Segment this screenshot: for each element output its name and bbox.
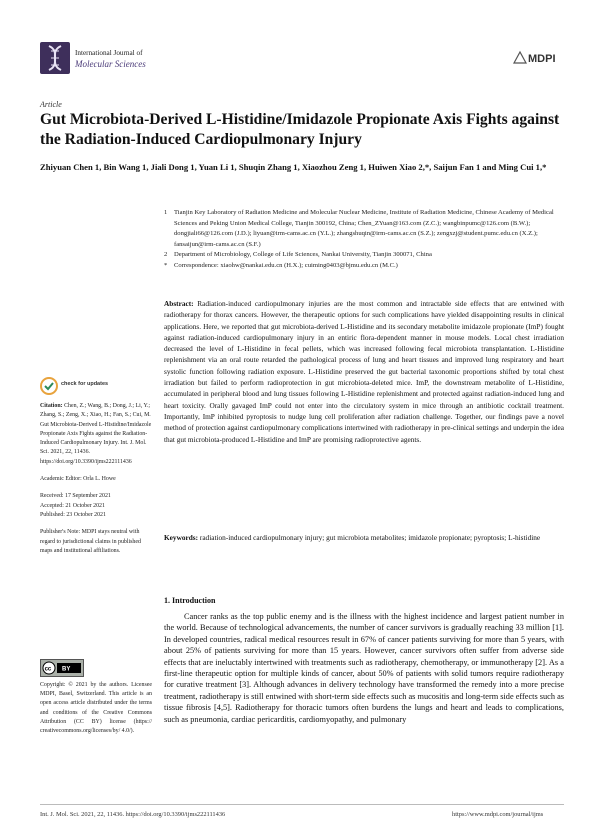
check-icon xyxy=(41,378,57,394)
affiliation-item xyxy=(164,208,564,250)
keywords-text: radiation-induced cardiopulmonary injury; gut microbiota metabolites; imidazole propionate; pyroptosis; L-histidine xyxy=(199,533,541,542)
cc-license-icon xyxy=(40,659,84,677)
received-date: Received: 17 September 2021 xyxy=(40,493,111,500)
citation-block xyxy=(40,402,152,467)
introduction-paragraph: Cancer ranks as the top public enemy and is the illness with the highest incidence and largest patient number in the world. Because of technological advancements, the number of cancer survivors is gradually reaching 33 million [1]. In developed countries, radical medical resources result in 67% of cancer patients surviving for more than 5 years, with about 25% of patients surviving for more than 15 years. However, cancer survivors often suffer from adverse side effects that are ineluctably intertwined with treatments such as radiotherapy, chemotherapy, or immunotherapy [2]. As a first-line therapeutic option for multiple kinds of cancer, about 50% of patients with solid tumors require radiotherapy for curative treatment [3]. Although advances in delivery technology have transformed the remedy into a more precise treatment, radiotherapy is still entwined with short-term side effects such as mucositis and long-term side effects such as tissue fibrosis [4,5]. Radiotherapy for thoracic tumors often burdens the lungs and heart and leads to complications, such as pneumonia, cardiac pericarditis, cardiomyopathy, and pulmonary xyxy=(164,612,564,724)
check-for-updates-button[interactable] xyxy=(40,376,109,396)
journal-logo-icon xyxy=(40,42,70,74)
copyright-license: Copyright: © 2021 by the authors. Licensee MDPI, Basel, Switzerland. This article is an open access article distributed under the terms and conditions of the Creative Commons Attribution (CC BY) license (https:// creativecommons.org/licenses/by/ 4.0/). xyxy=(40,682,152,735)
section-heading: 1. Introduction xyxy=(164,596,216,605)
affiliations xyxy=(164,208,564,272)
svg-text:cc: cc xyxy=(44,666,52,673)
published-date: Published: 23 October 2021 xyxy=(40,511,106,518)
keywords-label: Keywords: xyxy=(164,533,199,542)
affiliation-number: 1 xyxy=(164,209,168,216)
article-title: Gut Microbiota-Derived L-Histidine/Imidazole Propionate Axis Fights against the Radiation-Induced Cardiopulmonary Injury xyxy=(40,111,560,148)
abstract xyxy=(164,298,564,445)
affiliation-number: 2 xyxy=(164,251,168,259)
journal-name-line1: International Journal of xyxy=(75,49,143,57)
accepted-date: Accepted: 21 October 2021 xyxy=(40,502,105,509)
keywords xyxy=(164,532,564,543)
abstract-label: Abstract: xyxy=(164,299,194,308)
svg-text:BY: BY xyxy=(62,666,71,673)
affiliation-text: Department of Microbiology, College of Life Sciences, Nankai University, Tianjin 300071, China xyxy=(174,251,432,259)
citation-label: Citation: xyxy=(40,403,63,409)
affiliation-number: * xyxy=(164,261,168,269)
citation-text: Chen, Z.; Wang, B.; Dong, J.; Li, Y.; Zhang, S.; Zeng, X.; Xiao, H.; Fan, S.; Cui, M. Gut Microbiota-Derived L-Histidine/Imidazole Propionate Axis Fights against the Radiation-Induced Cardiopulmonary Injury. Int. J. Mol. Sci. 2021, 22, 11436. https://doi.org/10.3390/ijms222111436 xyxy=(40,403,152,465)
journal-name xyxy=(75,48,146,70)
affiliation-item xyxy=(164,250,564,261)
footer-citation[interactable]: Int. J. Mol. Sci. 2021, 22, 11436. https://doi.org/10.3390/ijms222111436 xyxy=(40,811,226,818)
check-for-updates-label: check for updates xyxy=(61,381,109,387)
affiliation-text: Tianjin Key Laboratory of Radiation Medicine and Molecular Nuclear Medicine, Institute of Radiation Medicine, Chinese Academy of Medical Sciences and Peking Union Medical College, Tianjin 300192, China; Chen_ZYuan@163.com (Z.C.); wangbinpumc@126.com (B.W.); dongjiali66@126.com (J.D.); liyuan@irm-cams.ac.cn (Y.L.); zhangshuqin@irm-cams.ac.cn (S.Z.); zengxzj@student.pumc.edu.cn (X.Z.); fansaijun@irm-cams.ac.cn (S.F.) xyxy=(174,209,554,248)
academic-editor: Academic Editor: Orla L. Howe xyxy=(40,476,116,483)
correspondence-text: Correspondence: xiaohw@nankai.edu.cn (H.X.); cuiming0403@bjmu.edu.cn (M.C.) xyxy=(174,261,398,269)
correspondence-item xyxy=(164,261,564,272)
footer-journal-link[interactable]: https://www.mdpi.com/journal/ijms xyxy=(452,811,544,818)
mdpi-logo xyxy=(512,49,556,65)
publisher-name: MDPI xyxy=(528,53,556,65)
abstract-text: Radiation-induced cardiopulmonary injuries are the most common and intractable side effects that are entwined with radiotherapy for thorax cancers. However, the therapeutic options for such complications have yielded disappointing results in clinical applications. Here, we reported that gut microbiota-derived L-Histidine and its secondary metabolite imidazole propionate (ImP) fought against radiation-induced cardiopulmonary injury in an entiric flora-dependent manner in mouse models. Local chest irradiation decreased the level of L-Histidine in fecal pellets, which was increased following fecal microbiota transplantation. L-Histidine replenishment via an oral route retarded the pathological process of lung and heart tissues and improved lung respiratory and heart systolic function following radiation exposure. L-Histidine preserved the gut bacterial taxonomic proportions shifted by total chest irradiation but failed to perform radioprotection in gut microbiota-deleted mice. ImP, the downstream metabolite of L-Histidine, accumulated in peripheral blood and lung tissues following L-Histidine replenishment and protected against radiation-induced lung and heart toxicity. Orally gavaged ImP could not enter into the circulatory system in mice through an antibiotic cocktail treatment. Importantly, ImP inhibited pyroptosis to nudge lung cell proliferation after radiation challenge. Together, our findings pave a novel method of protection against cardiopulmonary complications intertwined with radiotherapy in pre-clinical settings and underpin the idea that gut microbiota-produced L-Histidine and ImP are promising radioprotective agents. xyxy=(164,299,564,444)
sidebar xyxy=(40,402,152,564)
author-list: Zhiyuan Chen 1, Bin Wang 1, Jiali Dong 1, Yuan Li 1, Shuqin Zhang 1, Xiaozhou Zeng 1, Huiwen Xiao 2,*, Saijun Fan 1 and Ming Cui 1,* xyxy=(40,162,547,172)
footer-divider xyxy=(40,804,564,805)
journal-name-line2: Molecular Sciences xyxy=(75,59,146,69)
article-type: Article xyxy=(40,100,62,109)
publisher-note: Publisher's Note: MDPI stays neutral with regard to jurisdictional claims in published maps and institutional affiliations. xyxy=(40,529,141,554)
